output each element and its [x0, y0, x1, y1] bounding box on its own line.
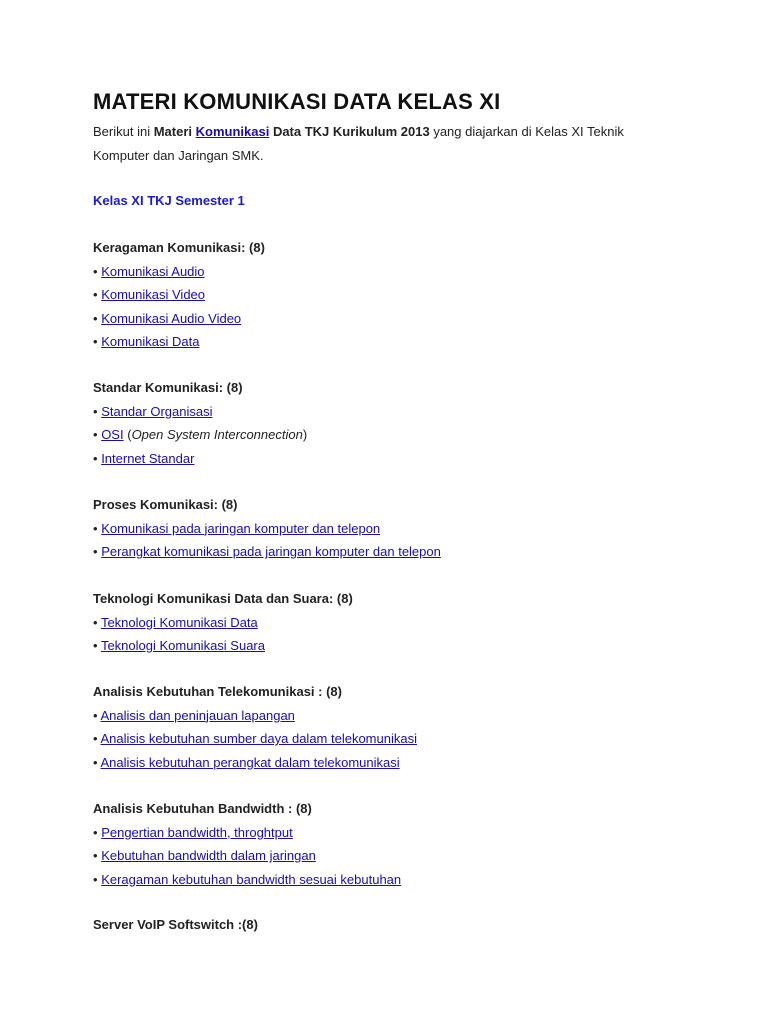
bullet: • [93, 754, 98, 770]
list-item [93, 611, 353, 635]
section-teknologi-komunikasi [93, 587, 353, 658]
bullet: • [93, 871, 98, 887]
link-osi[interactable]: OSI [101, 427, 124, 442]
page-title: MATERI KOMUNIKASI DATA KELAS XI [93, 89, 501, 114]
bullet: • [93, 731, 98, 746]
section-title: Keragaman Komunikasi: (8) [93, 240, 265, 255]
intro-text-1: Berikut ini [93, 124, 154, 139]
section-proses-komunikasi [93, 493, 441, 564]
section-title: Analisis Kebutuhan Telekomunikasi : (8) [93, 684, 342, 699]
bullet: • [93, 310, 98, 326]
link-komunikasi-video[interactable]: Komunikasi Video [101, 287, 206, 302]
link-analisis-sumber-daya[interactable]: Analisis kebutuhan sumber daya dalam telekomunikasi [100, 731, 417, 746]
list-item [93, 634, 353, 658]
link-standar-organisasi[interactable]: Standar Organisasi [101, 403, 213, 419]
section-server-voip [93, 913, 258, 937]
list-item [93, 447, 307, 471]
list-item [93, 517, 441, 541]
list-item [93, 751, 417, 775]
section-title: Teknologi Komunikasi Data dan Suara: (8) [93, 591, 353, 606]
bullet: • [93, 544, 98, 559]
list-item [93, 540, 441, 564]
bullet: • [93, 334, 98, 349]
link-teknologi-komunikasi-data[interactable]: Teknologi Komunikasi Data [100, 614, 258, 630]
section-analisis-telekomunikasi [93, 680, 417, 774]
intro-paragraph [93, 120, 683, 167]
list-item [93, 400, 307, 424]
section-title: Analisis Kebutuhan Bandwidth : (8) [93, 801, 312, 816]
bullet: • [93, 638, 98, 653]
bullet: • [93, 520, 98, 536]
link-pengertian-bandwidth[interactable]: Pengertian bandwidth, throghtput [101, 824, 293, 840]
bullet: • [93, 427, 98, 442]
list-item [93, 704, 417, 728]
semester-heading: Kelas XI TKJ Semester 1 [93, 193, 245, 208]
list-item [93, 330, 265, 354]
section-title: Proses Komunikasi: (8) [93, 497, 238, 512]
link-komunikasi-audio-video[interactable]: Komunikasi Audio Video [101, 310, 242, 326]
list-item [93, 423, 307, 447]
section-title: Server VoIP Softswitch :(8) [93, 917, 258, 932]
intro-bold-1: Materi [153, 124, 192, 139]
link-keragaman-bandwidth[interactable]: Keragaman kebutuhan bandwidth sesuai kebutuhan [101, 871, 402, 887]
link-komunikasi-data[interactable]: Komunikasi Data [101, 334, 200, 349]
section-standar-komunikasi [93, 376, 307, 470]
osi-full-name: Open System Interconnection [131, 427, 303, 442]
list-item [93, 283, 265, 307]
link-teknologi-komunikasi-suara[interactable]: Teknologi Komunikasi Suara [100, 638, 265, 653]
list-item [93, 727, 417, 751]
list-item [93, 821, 401, 845]
section-title: Standar Komunikasi: (8) [93, 380, 243, 395]
link-analisis-peninjauan[interactable]: Analisis dan peninjauan lapangan [100, 707, 295, 723]
bullet: • [93, 403, 98, 419]
bullet: • [93, 263, 98, 279]
link-internet-standar[interactable]: Internet Standar [101, 450, 195, 466]
list-item [93, 844, 401, 868]
bullet: • [93, 450, 98, 466]
bullet: • [93, 287, 98, 302]
link-komunikasi-jaringan-telepon[interactable]: Komunikasi pada jaringan komputer dan telepon [101, 520, 381, 536]
link-kebutuhan-bandwidth[interactable]: Kebutuhan bandwidth dalam jaringan [101, 848, 316, 863]
list-item [93, 307, 265, 331]
list-item [93, 868, 401, 892]
section-keragaman-komunikasi [93, 236, 265, 354]
section-analisis-bandwidth [93, 797, 401, 891]
osi-paren-close: ) [302, 427, 308, 442]
intro-link-komunikasi[interactable]: Komunikasi [195, 124, 270, 139]
intro-bold-2: Data TKJ Kurikulum 2013 [272, 124, 430, 139]
osi-paren-open: ( [127, 427, 132, 442]
bullet: • [93, 614, 98, 630]
intro-text-2: yang diajarkan di Kelas XI Teknik Komputer dan Jaringan SMK. [93, 124, 624, 163]
bullet: • [93, 824, 98, 840]
bullet: • [93, 848, 98, 863]
list-item [93, 260, 265, 284]
link-analisis-perangkat[interactable]: Analisis kebutuhan perangkat dalam telekomunikasi [100, 754, 400, 770]
bullet: • [93, 707, 98, 723]
link-komunikasi-audio[interactable]: Komunikasi Audio [101, 263, 205, 279]
link-perangkat-komunikasi[interactable]: Perangkat komunikasi pada jaringan komputer dan telepon [101, 544, 441, 559]
